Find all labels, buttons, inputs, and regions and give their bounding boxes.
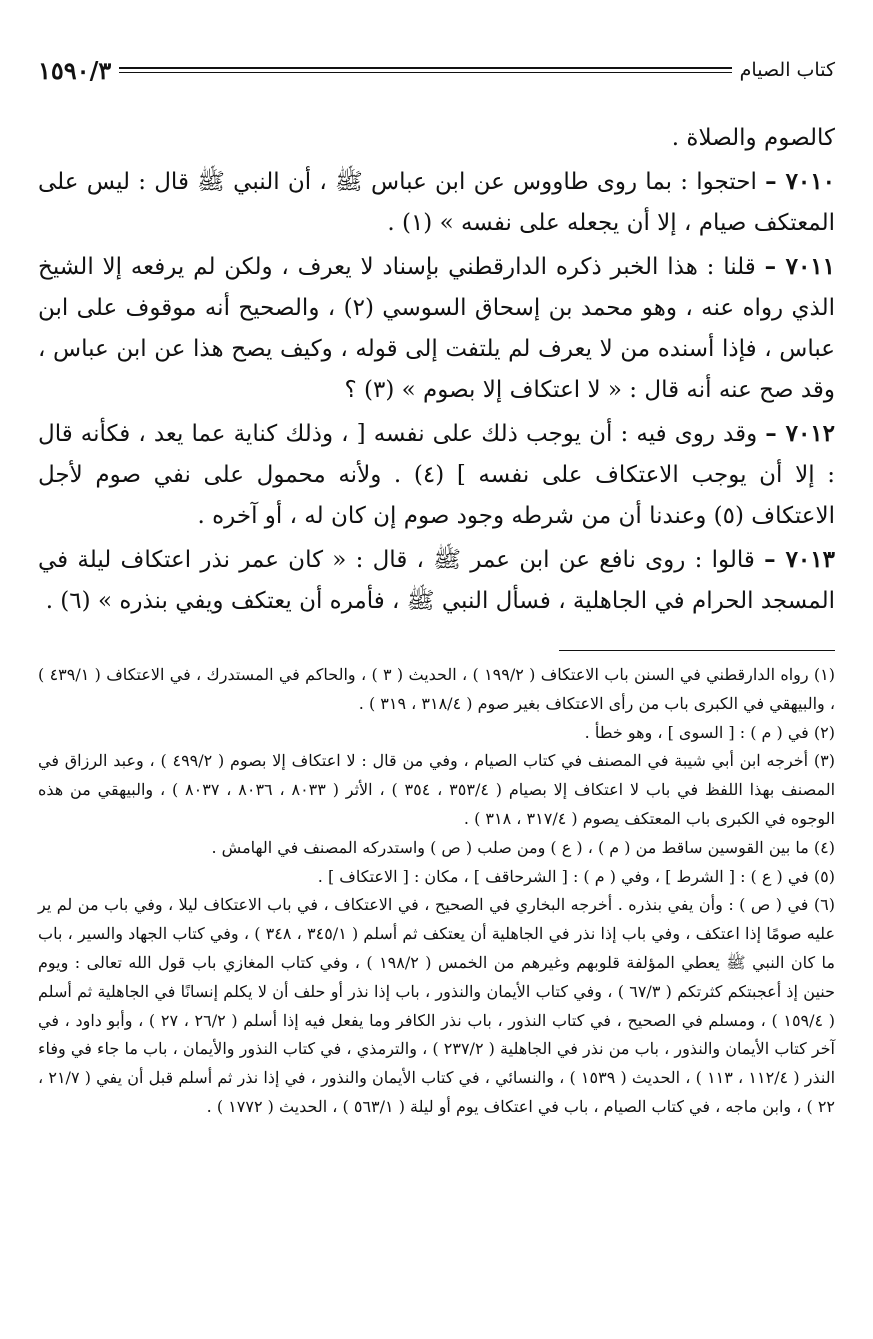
book-title: كتاب الصيام xyxy=(739,59,835,81)
paragraph-number: ٧٠١٢ – xyxy=(765,420,836,447)
footnote-2: (٢) في ( م ) : [ السوى ] ، وهو خطأ . xyxy=(584,722,835,742)
paragraph-number: ٧٠١٣ – xyxy=(764,546,835,573)
paragraph-continuation xyxy=(38,118,835,159)
paragraph-text: كالصوم والصلاة . xyxy=(671,125,835,151)
header-rule xyxy=(119,67,731,73)
footnotes xyxy=(38,661,835,1122)
paragraph-number: ٧٠١٠ – xyxy=(765,168,835,195)
paragraph-text: قلنا : هذا الخبر ذكره الدارقطني بإسناد لا يعرف ، ولكن لم يرفعه إلا الشيخ الذي رواه عنه ، وهو محمد بن إسحاق السوسي (٢) ، والصحيح أنه موقوف على ابن عباس ، فإذا أسنده من لا يعرف لم يلتفت إلى قوله ، وكيف يصح هذا عن ابن عباس ، وقد صح عنه أنه قال : « لا اعتكاف إلا بصوم » (٣) ؟ xyxy=(38,254,836,403)
paragraph-7012 xyxy=(38,413,835,537)
footnote-3: (٣) أخرجه ابن أبي شيبة في المصنف في كتاب الصيام ، وفي من قال : لا اعتكاف إلا بصوم ( ٤٩٩/٢ ) ، وعبد الرزاق في المصنف بهذا اللفظ في باب لا اعتكاف إلا بصيام ( ٣٥٣/٤ ، ٣٥٤ ) ، الأثر ( ٨٠٣٣ ، ٨٠٣٦ ، ٨٠٣٧ ) ، والبيهقي من هذه الوجوه في الكبرى باب المعتكف يصوم ( ٣١٧/٤ ، ٣١٨ ) . xyxy=(38,751,836,828)
page-number: ١٥٩٠/٣ xyxy=(38,55,112,85)
paragraph-7011 xyxy=(38,246,835,411)
paragraph-number: ٧٠١١ – xyxy=(764,253,836,280)
footnote-5: (٥) في ( ع ) : [ الشرط ] ، وفي ( م ) : [ الشرحاقف ] ، مكان : [ الاعتكاف ] . xyxy=(317,866,835,886)
paragraph-text: احتجوا : بما روى طاووس عن ابن عباس ﷺ ، أن النبي ﷺ قال : ليس على المعتكف صيام ، إلا أن يجعله على نفسه » (١) . xyxy=(38,169,835,236)
paragraph-7010 xyxy=(38,161,835,244)
footnote-4: (٤) ما بين القوسين ساقط من ( م ) ، ( ع ) ومن صلب ( ص ) واستدركه المصنف في الهامش . xyxy=(211,837,835,857)
paragraph-text: وقد روى فيه : أن يوجب ذلك على نفسه [ ، وذلك كناية عما يعد ، فكأنه قال : إلا أن يوجب الاعتكاف على نفسه ] (٤) . ولأنه محمول على نفي صوم لأجل الاعتكاف (٥) وعندنا أن من شرطه وجود صوم إن كان له ، أو آخره . xyxy=(38,421,835,529)
footnote-separator xyxy=(559,650,835,651)
running-header xyxy=(38,52,835,88)
paragraph-text: قالوا : روى نافع عن ابن عمر ﷺ ، قال : « كان عمر نذر اعتكاف ليلة في المسجد الحرام في الجاهلية ، فسأل النبي ﷺ ، فأمره أن يعتكف ويفي بنذره » (٦) . xyxy=(38,547,835,614)
paragraph-7013 xyxy=(38,539,835,622)
main-text xyxy=(38,118,835,622)
footnote-1: (١) رواه الدارقطني في السنن باب الاعتكاف ( ١٩٩/٢ ) ، الحديث ( ٣ ) ، والحاكم في المستدرك ، في الاعتكاف ( ٤٣٩/١ ) ، والبيهقي في الكبرى باب من رأى الاعتكاف بغير صوم ( ٣١٨/٤ ، ٣١٩ ) . xyxy=(38,665,836,713)
footnote-6: (٦) في ( ص ) : وأن يفي بنذره . أخرجه البخاري في الصحيح ، في الاعتكاف ، في باب الاعتكاف ليلا ، وفي باب من لم ير عليه صومًا إذا اعتكف ، وفي باب إذا نذر في الجاهلية أن يعتكف ثم أسلم ( ٣٤٥/١ ، ٣٤٨ ) ، وفي كتاب الجهاد والسير ، باب ما كان النبي ﷺ يعطي المؤلفة قلوبهم وغيرهم من الخمس ( ١٩٨/٢ ) ، وفي كتاب المغازي باب قول الله تعالى : ويوم حنين إذ أعجبتكم كثرتكم ( ٦٧/٣ ) ، وفي كتاب الأيمان والنذور ، باب إذا نذر أو حلف أن لا يكلم إنسانًا في الجاهلية ثم أسلم ( ١٥٩/٤ ) ، ومسلم في الصحيح ، في كتاب النذور ، باب نذر الكافر وما يفعل فيه إذا أسلم ( ٢٦/٢ ، ٢٧ ) ، وأبو داود ، في آخر كتاب الأيمان والنذور ، باب من نذر في الجاهلية ( ٢٣٧/٢ ) ، والترمذي ، في كتاب النذور والأيمان ، باب ما جاء في وفاء النذر ( ١١٢/٤ ، ١١٣ ) ، الحديث ( ١٥٣٩ ) ، والنسائي ، في كتاب الأيمان والنذور ، في إذا نذر ثم أسلم قبل أن يفي ( ٢١/٧ ، ٢٢ ) ، وابن ماجه ، في كتاب الصيام ، باب في اعتكاف يوم أو ليلة ( ٥٦٣/١ ) ، الحديث ( ١٧٧٢ ) . xyxy=(38,895,836,1116)
